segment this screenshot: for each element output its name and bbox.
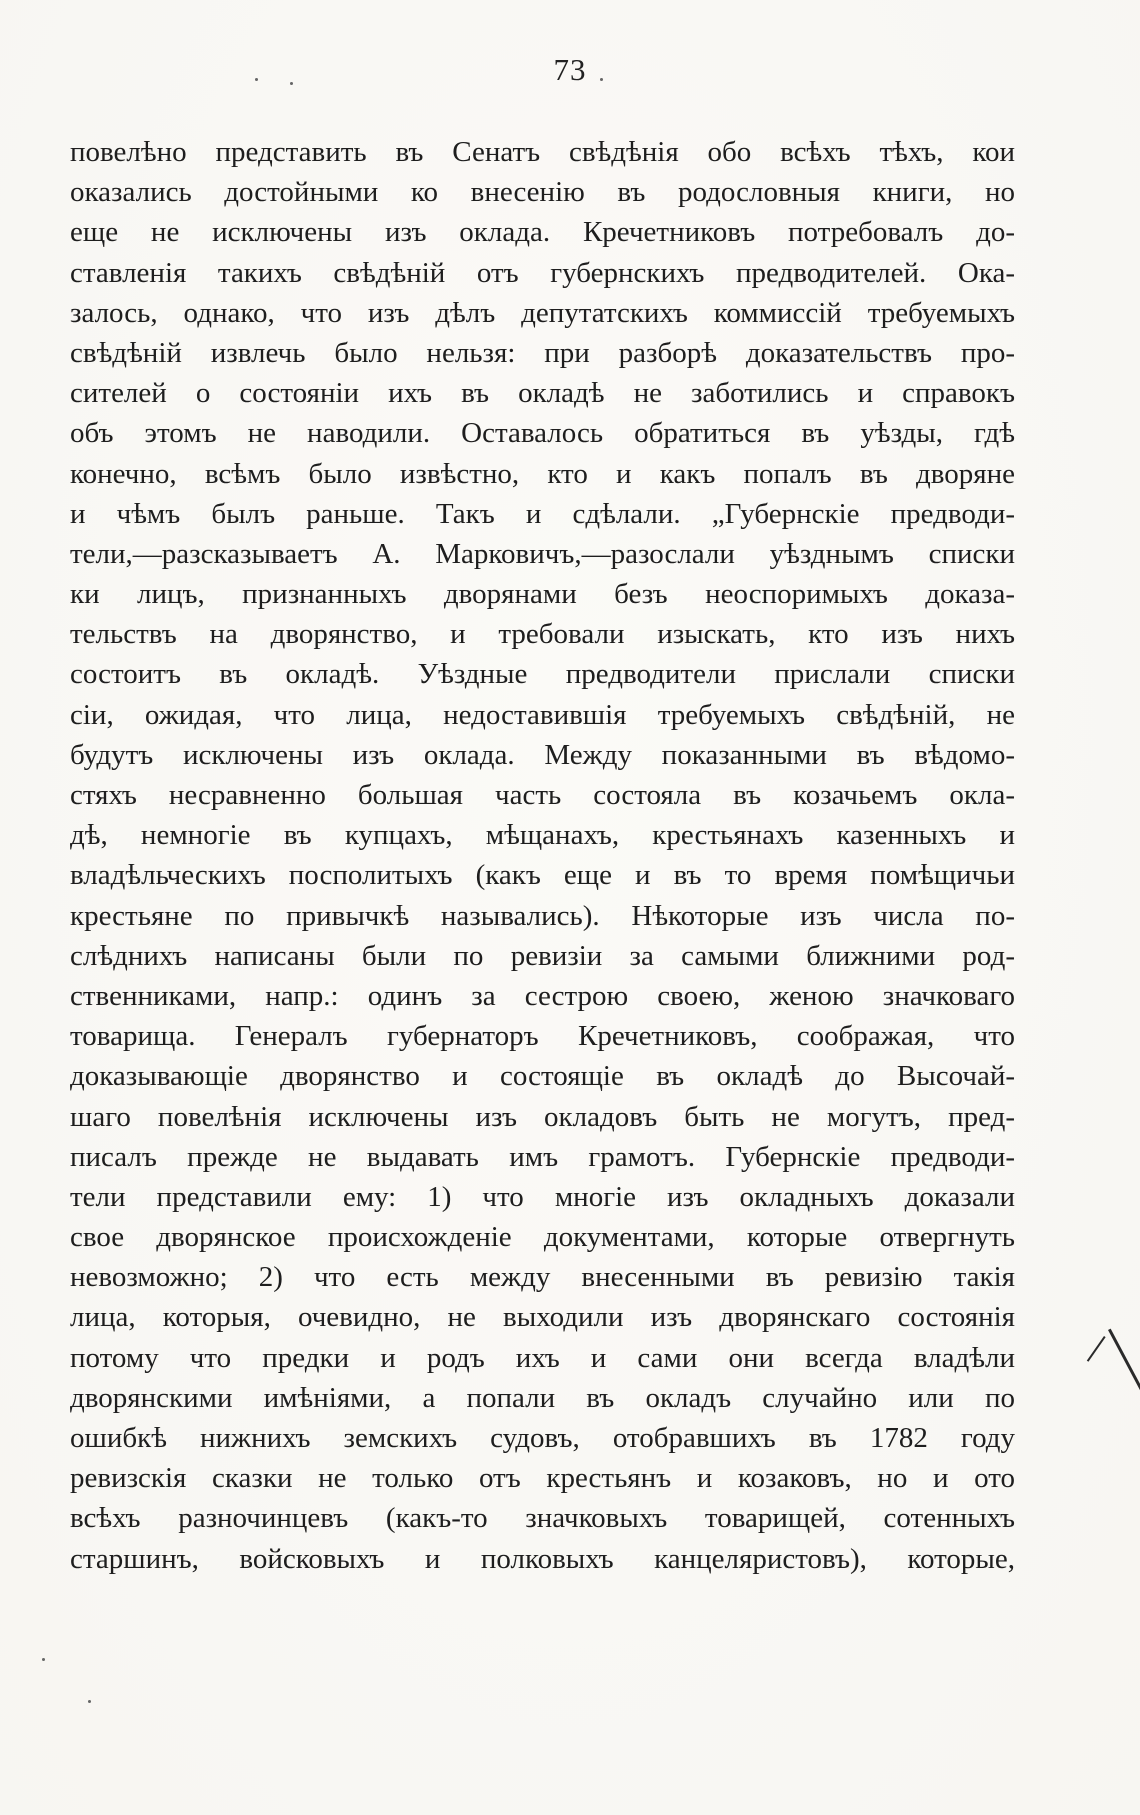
- text-line: невозможно; 2) что есть между внесенными въ ревизію такія: [70, 1261, 1015, 1294]
- text-line: ственниками, напр.: одинъ за сестрою своею, женою значковаго: [70, 979, 1015, 1012]
- text-line: шаго повелѣнія исключены изъ окладовъ быть не могутъ, пред-: [70, 1100, 1015, 1133]
- text-line: ки лицъ, признанныхъ дворянами безъ неоспоримыхъ доказа-: [70, 578, 1015, 611]
- text-line: слѣднихъ написаны были по ревизіи за самыми ближними род-: [70, 939, 1015, 972]
- paper-speck: [600, 78, 603, 81]
- paper-speck: [88, 1700, 91, 1703]
- paper-speck: [290, 82, 293, 85]
- text-line: залось, однако, что изъ дѣлъ депутатскихъ коммиссій требуемыхъ: [70, 296, 1015, 329]
- text-line: свѣдѣній извлечь было нельзя: при разборѣ доказательствъ про-: [70, 336, 1015, 369]
- text-line: тели представили ему: 1) что многіе изъ окладныхъ доказали: [70, 1180, 1015, 1213]
- text-line: писалъ прежде не выдавать имъ грамотъ. Губернскіе предводи-: [70, 1140, 1015, 1173]
- text-line: всѣхъ разночинцевъ (какъ-то значковыхъ товарищей, сотенныхъ: [70, 1502, 1015, 1535]
- text-line: доказывающіе дворянство и состоящіе въ окладѣ до Высочай-: [70, 1060, 1015, 1093]
- body-text: [70, 132, 1015, 1579]
- text-line: дворянскими имѣніями, а попали въ окладъ случайно или по: [70, 1381, 1015, 1414]
- text-line: потому что предки и родъ ихъ и сами они всегда владѣли: [70, 1341, 1015, 1374]
- text-line: еще не исключены изъ оклада. Кречетниковъ потребовалъ до-: [70, 216, 1015, 249]
- text-line: объ этомъ не наводили. Оставалось обратиться въ уѣзды, гдѣ: [70, 417, 1015, 450]
- paper-speck: [255, 78, 258, 81]
- margin-pencil-mark: [1087, 1336, 1106, 1362]
- text-line: ошибкѣ нижнихъ земскихъ судовъ, отобравшихъ въ 1782 году: [70, 1422, 1015, 1454]
- paper-speck: [42, 1658, 45, 1661]
- text-line: крестьяне по привычкѣ назывались). Нѣкоторые изъ числа по-: [70, 899, 1015, 932]
- text-line: состоитъ въ окладѣ. Уѣздные предводители прислали списки: [70, 658, 1015, 691]
- text-line: товарища. Генералъ губернаторъ Кречетниковъ, соображая, что: [70, 1020, 1015, 1053]
- text-line: свое дворянское происхожденіе документами, которые отвергнуть: [70, 1221, 1015, 1254]
- page-number: 73: [553, 52, 587, 87]
- text-line: и чѣмъ былъ раньше. Такъ и сдѣлали. „Губернскіе предводи-: [70, 497, 1015, 530]
- text-line: ставленія такихъ свѣдѣній отъ губернскихъ предводителей. Ока-: [70, 256, 1015, 289]
- text-line: стяхъ несравненно большая часть состояла въ козачьемъ окла-: [70, 779, 1015, 811]
- text-line: оказались достойными ко внесенію въ родословныя книги, но: [70, 176, 1015, 209]
- text-line: дѣ, немногіе въ купцахъ, мѣщанахъ, крестьянахъ казенныхъ и: [70, 819, 1015, 852]
- text-line: повелѣно представить въ Сенатъ свѣдѣнія обо всѣхъ тѣхъ, кои: [70, 136, 1015, 168]
- text-line: будутъ исключены изъ оклада. Между показанными въ вѣдомо-: [70, 738, 1015, 771]
- text-line: лица, которыя, очевидно, не выходили изъ дворянскаго состоянія: [70, 1301, 1015, 1334]
- text-line: сителей о состояніи ихъ въ окладѣ не заботились и справокъ: [70, 377, 1015, 410]
- text-line: владѣльческихъ посполитыхъ (какъ еще и въ то время помѣщичьи: [70, 859, 1015, 892]
- text-line: старшинъ, войсковыхъ и полковыхъ канцеляристовъ), которые,: [70, 1542, 1015, 1575]
- text-line: тели,—разсказываетъ А. Марковичъ,—разослали уѣзднымъ списки: [70, 537, 1015, 570]
- margin-pencil-mark: [1108, 1329, 1140, 1401]
- text-line: ревизскія сказки не только отъ крестьянъ и козаковъ, но и ото: [70, 1462, 1015, 1495]
- text-line: тельствъ на дворянство, и требовали изыскать, кто изъ нихъ: [70, 618, 1015, 651]
- text-line: конечно, всѣмъ было извѣстно, кто и какъ попалъ въ дворяне: [70, 457, 1015, 490]
- text-line: сіи, ожидая, что лица, недоставившія требуемыхъ свѣдѣній, не: [70, 698, 1015, 731]
